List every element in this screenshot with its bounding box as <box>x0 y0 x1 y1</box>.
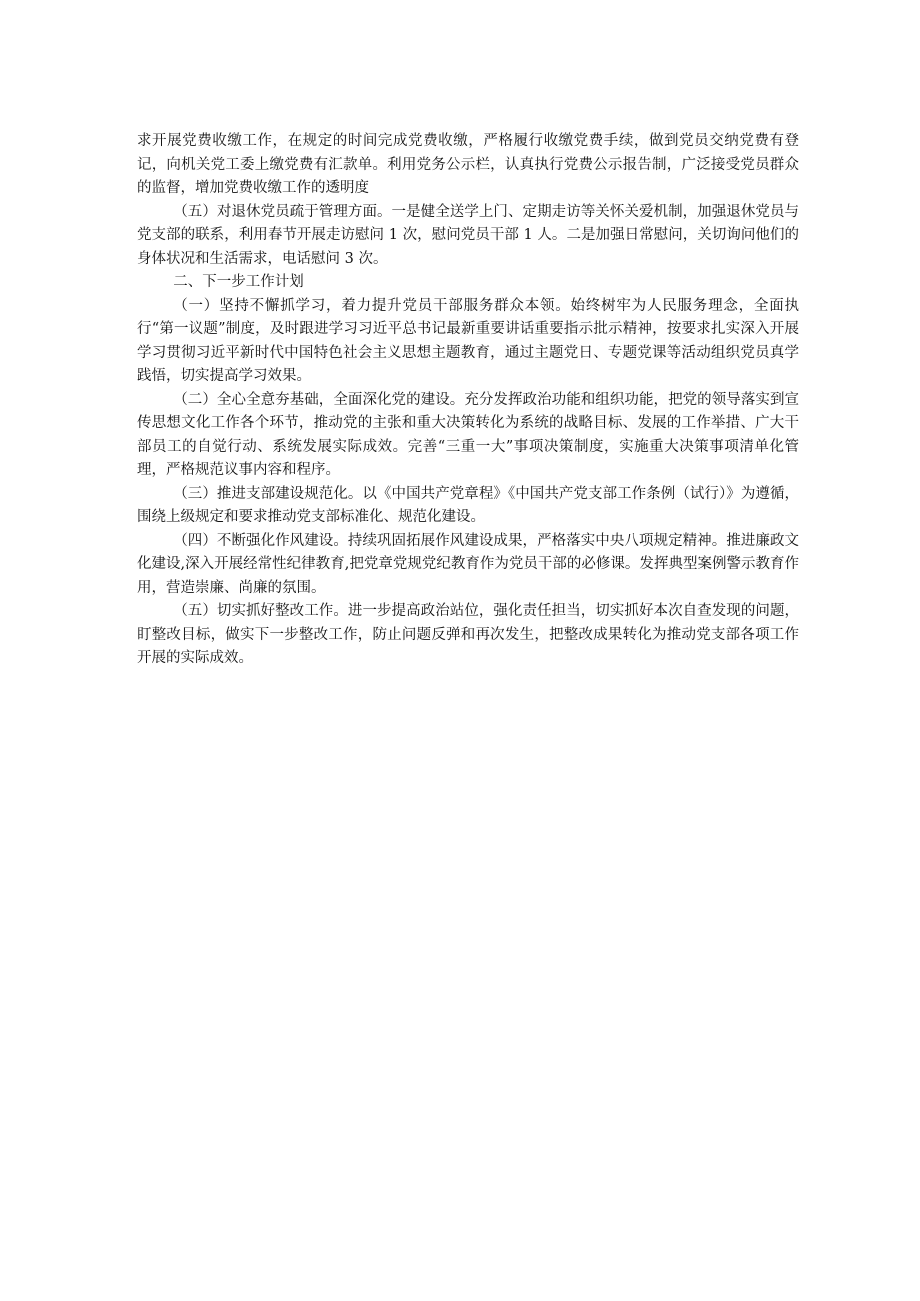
paragraph-party-dues-continuation: 求开展党费收缴工作，在规定的时间完成党费收缴，严格履行收缴党费手续，做到党员交纳党费有登记，向机关党工委上缴党费有汇款单。利用党务公示栏，认真执行党费公示报告制，广泛接受党员群众的监督，增加党费收缴工作的透明度 <box>137 133 799 196</box>
paragraph-plan-study: （一）坚持不懈抓学习，着力提升党员干部服务群众本领。始终树牢为人民服务理念，全面执行“第一议题”制度，及时跟进学习习近平总书记最新重要讲话重要指示批示精神，按要求扎实深入开展学习贯彻习近平新时代中国特色社会主义思想主题教育，通过主题党日、专题党课等活动组织党员真学践悟，切实提高学习效果。 <box>137 297 799 384</box>
paragraph-plan-branch-standardization: （三）推进支部建设规范化。以《中国共产党章程》《中国共产党支部工作条例（试行）》为遵循，围绕上级规定和要求推动党支部标准化、规范化建设。 <box>137 485 799 525</box>
paragraph-plan-work-style: （四）不断强化作风建设。持续巩固拓展作风建设成果，严格落实中央八项规定精神。推进廉政文化建设,深入开展经常性纪律教育,把党章党规党纪教育作为党员干部的必修课。发挥典型案例警示教育作用，营造崇廉、尚廉的氛围。 <box>137 532 799 596</box>
document-body <box>137 130 799 671</box>
section-heading-next-plan: 二、下一步工作计划 <box>173 274 304 290</box>
paragraph-plan-party-building: （二）全心全意夯基础，全面深化党的建设。充分发挥政治功能和组织功能，把党的领导落实到宣传思想文化工作各个环节，推动党的主张和重大决策转化为系统的战略目标、发展的工作举措、广大干部员工的自觉行动、系统发展实际成效。完善“三重一大”事项决策制度，实施重大决策事项清单化管理，严格规范议事内容和程序。 <box>137 391 799 478</box>
paragraph-plan-rectification: （五）切实抓好整改工作。进一步提高政治站位，强化责任担当，切实抓好本次自查发现的问题，盯整改目标，做实下一步整改工作，防止问题反弹和再次发生，把整改成果转化为推动党支部各项工作开展的实际成效。 <box>137 603 799 666</box>
paragraph-retired-members: （五）对退休党员疏于管理方面。一是健全送学上门、定期走访等关怀关爱机制，加强退休党员与党支部的联系，利用春节开展走访慰问 1 次，慰问党员干部 1 人。二是加强日常慰问，关切询问他们的身体状况和生活需求，电话慰问 3 次。 <box>137 203 799 267</box>
